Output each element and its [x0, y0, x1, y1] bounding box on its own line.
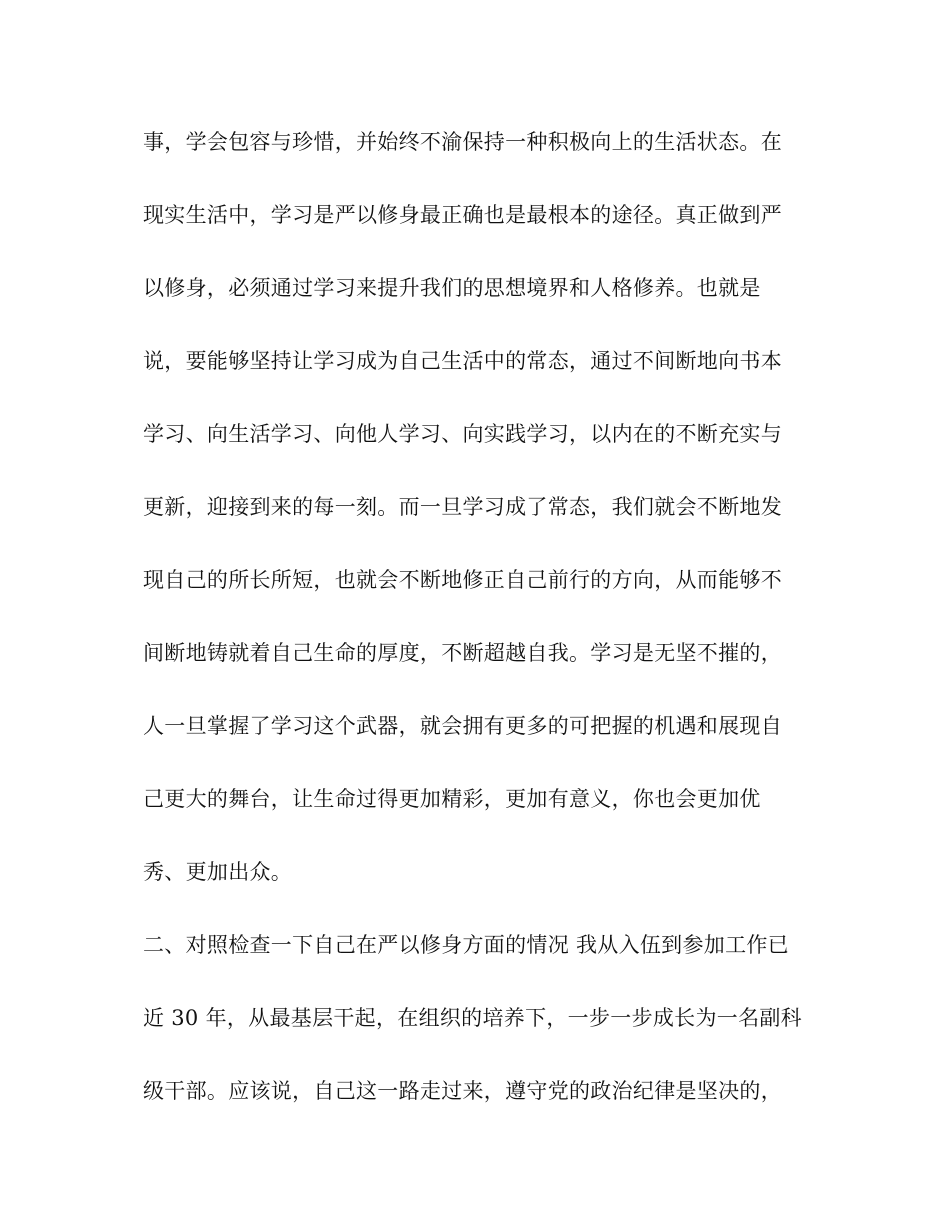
text-line-11: 秀、更加出众。	[143, 860, 293, 884]
text-line-13: 近 30 年，从最基层干起，在组织的培养下，一步一步成长为一名副科	[143, 1006, 802, 1030]
text-line-8: 间断地铸就着自己生命的厚度，不断超越自我。学习是无坚不摧的，	[143, 641, 782, 665]
text-line-6: 更新，迎接到来的每一刻。而一旦学习成了常态，我们就会不断地发	[143, 495, 782, 519]
text-line-2: 现实生活中，学习是严以修身最正确也是最根本的途径。真正做到严	[143, 203, 782, 227]
text-line-1: 事，学会包容与珍惜，并始终不渝保持一种积极向上的生活状态。在	[143, 130, 782, 154]
text-line-7: 现自己的所长所短，也就会不断地修正自己前行的方向，从而能够不	[143, 568, 782, 592]
text-line-4: 说，要能够坚持让学习成为自己生活中的常态，通过不间断地向书本	[143, 349, 782, 373]
text-line-10: 己更大的舞台，让生命过得更加精彩，更加有意义，你也会更加优	[143, 787, 761, 811]
text-line-3: 以修身，必须通过学习来提升我们的思想境界和人格修养。也就是	[143, 276, 761, 300]
text-line-5: 学习、向生活学习、向他人学习、向实践学习，以内在的不断充实与	[143, 422, 782, 446]
text-line-9: 人一旦掌握了学习这个武器，就会拥有更多的可把握的机遇和展现自	[143, 714, 782, 738]
section-heading-line: 二、对照检查一下自己在严以修身方面的情况 我从入伍到参加工作已	[143, 933, 789, 957]
text-line-14: 级干部。应该说，自己这一路走过来，遵守党的政治纪律是坚决的，	[143, 1079, 782, 1103]
